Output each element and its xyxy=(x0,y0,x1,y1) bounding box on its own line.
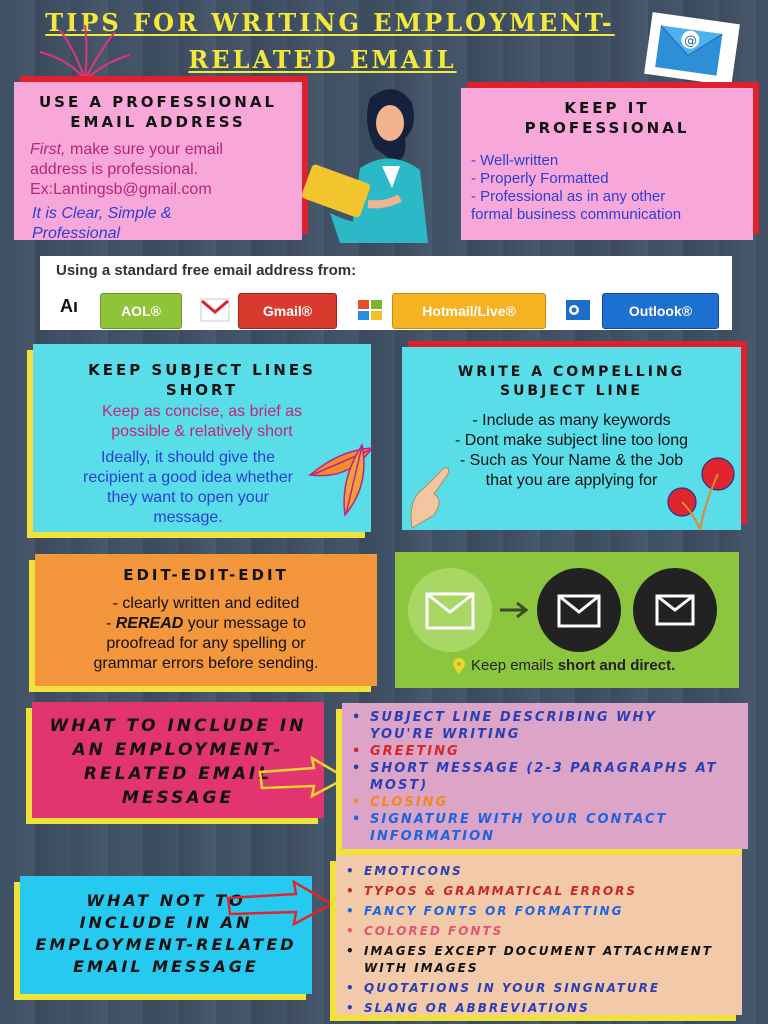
email-flow-icons xyxy=(395,552,739,657)
provider-outlook: Outlook® xyxy=(602,293,719,329)
include-list-box xyxy=(342,703,748,849)
windows-icon xyxy=(356,298,384,322)
arrow-right-icon xyxy=(258,756,350,800)
caption-text: Keep emails xyxy=(471,657,558,674)
list-item xyxy=(364,980,742,997)
edit-prefix: - xyxy=(105,615,116,632)
caption-bold: short and direct. xyxy=(557,657,676,674)
card-heading: EMAIL ADDRESS xyxy=(70,113,246,131)
list-item xyxy=(370,811,748,845)
list-item-text: SLANG OR ABBREVIATIONS xyxy=(364,1001,590,1015)
edit-line: grammar errors before sending. xyxy=(93,655,319,672)
list-item xyxy=(370,760,748,794)
first-label: First, xyxy=(30,141,66,158)
page-title-line2: RELATED EMAIL xyxy=(188,45,457,74)
list-item xyxy=(364,1000,742,1017)
ideal-line: recipient a good idea whether xyxy=(83,469,293,486)
compelling-line: - Dont make subject line too long xyxy=(454,432,688,449)
providers-intro: Using a standard free email address from: xyxy=(56,262,357,279)
list-item: - Properly Formatted xyxy=(471,170,609,187)
ideal-line: Ideally, it should give the xyxy=(100,449,276,466)
list-item-text: IMAGES EXCEPT DOCUMENT ATTACHMENT xyxy=(364,944,713,958)
list-item-text: CLOSING xyxy=(370,795,449,810)
list-item xyxy=(364,903,742,920)
card-heading: KEEP SUBJECT LINES xyxy=(88,361,316,379)
list-item-text: SIGNATURE WITH YOUR CONTACT xyxy=(370,812,668,827)
provider-aol: AOL® xyxy=(100,293,182,329)
list-item xyxy=(364,943,742,977)
list-item-text: INFORMATION xyxy=(370,829,496,844)
list-item-text: SUBJECT LINE DESCRIBING WHY xyxy=(370,710,657,725)
gmail-icon xyxy=(200,298,230,322)
list-item-text: EMOTICONS xyxy=(364,864,463,878)
card-professional-address xyxy=(14,82,302,240)
list-item-text: MOST) xyxy=(370,778,429,793)
flower-icon xyxy=(660,452,750,532)
list-item-text: SHORT MESSAGE (2-3 PARAGRAPHS AT xyxy=(370,761,718,776)
include-heading: WHAT TO INCLUDE IN xyxy=(49,716,307,736)
list-item-text: GREETING xyxy=(370,744,460,759)
note-line: It is Clear, Simple & xyxy=(32,205,172,222)
list-item: formal business communication xyxy=(471,206,682,223)
card-heading: WRITE A COMPELLING xyxy=(457,364,686,380)
outlook-icon xyxy=(564,298,592,322)
leaf-icon xyxy=(300,430,380,520)
firework-icon xyxy=(30,20,140,90)
card-heading: USE A PROFESSIONAL xyxy=(38,93,278,111)
list-item xyxy=(364,923,742,940)
list-item-text: TYPOS & GRAMMATICAL ERRORS xyxy=(364,884,638,898)
card-heading: EDIT-EDIT-EDIT xyxy=(123,566,289,584)
concise-line: Keep as concise, as brief as xyxy=(101,403,303,420)
list-item-text: YOU'RE WRITING xyxy=(370,727,521,742)
professional-points xyxy=(471,152,753,224)
card-heading: PROFESSIONAL xyxy=(524,119,690,137)
exclude-heading: EMPLOYMENT-RELATED xyxy=(35,935,297,954)
edit-line: - clearly written and edited xyxy=(112,595,300,612)
edit-line: your message to xyxy=(183,615,307,632)
svg-text:@: @ xyxy=(683,32,699,50)
card-edit xyxy=(35,554,377,686)
short-direct-caption xyxy=(471,657,675,674)
first-text: make sure your email xyxy=(65,141,223,158)
exclude-heading: EMAIL MESSAGE xyxy=(73,957,259,976)
list-item xyxy=(364,883,742,900)
edit-line: proofread for any spelling or xyxy=(106,635,306,652)
provider-gmail: Gmail® xyxy=(238,293,337,329)
woman-laptop-illustration xyxy=(300,78,460,248)
include-list xyxy=(342,709,748,845)
ideal-line: message. xyxy=(153,509,223,526)
include-heading: AN EMPLOYMENT- xyxy=(72,740,284,760)
list-item xyxy=(370,709,748,743)
list-item: - Professional as in any other xyxy=(471,188,666,205)
short-direct-banner xyxy=(395,552,739,688)
list-item-text: WITH IMAGES xyxy=(364,961,479,975)
exclude-list xyxy=(336,863,742,1017)
arrow-right-icon xyxy=(226,880,336,926)
card-heading: KEEP IT xyxy=(564,99,650,117)
list-item-text: FANCY FONTS OR FORMATTING xyxy=(364,904,624,918)
location-pin-icon xyxy=(453,658,465,674)
card-heading: SHORT xyxy=(165,381,239,399)
aol-icon: Aı xyxy=(60,296,78,316)
address-line: address is professional. xyxy=(30,161,199,178)
email-envelope-icon xyxy=(642,12,742,87)
list-item-text: COLORED FONTS xyxy=(364,924,504,938)
exclude-heading: INCLUDE IN AN xyxy=(79,913,253,932)
list-item-text: QUOTATIONS IN YOUR SINGNATURE xyxy=(364,981,661,995)
include-heading: RELATED EMAIL xyxy=(83,764,273,784)
card-keep-professional xyxy=(461,88,753,240)
exclude-list-box xyxy=(336,855,742,1015)
reread-word: REREAD xyxy=(115,615,184,632)
concise-line: possible & relatively short xyxy=(111,423,293,440)
list-item xyxy=(370,794,748,811)
example-address: Ex:Lantingsb@gmail.com xyxy=(30,181,212,198)
hand-icon xyxy=(404,460,454,530)
compelling-line: - Such as Your Name & the Job xyxy=(459,452,684,469)
note-line: Professional xyxy=(32,225,121,242)
provider-hotmail: Hotmail/Live® xyxy=(392,293,546,329)
include-heading: MESSAGE xyxy=(121,788,235,808)
card-heading: SUBJECT LINE xyxy=(499,383,643,399)
compelling-line: that you are applying for xyxy=(485,472,658,489)
compelling-line: - Include as many keywords xyxy=(472,412,671,429)
list-item xyxy=(370,743,748,760)
list-item: - Well-written xyxy=(471,152,559,169)
ideal-line: they want to open your xyxy=(107,489,269,506)
list-item xyxy=(364,863,742,880)
page-title-line1: TIPS FOR WRITING EMPLOYMENT- xyxy=(45,8,615,37)
exclude-heading: WHAT NOT TO xyxy=(86,891,246,910)
